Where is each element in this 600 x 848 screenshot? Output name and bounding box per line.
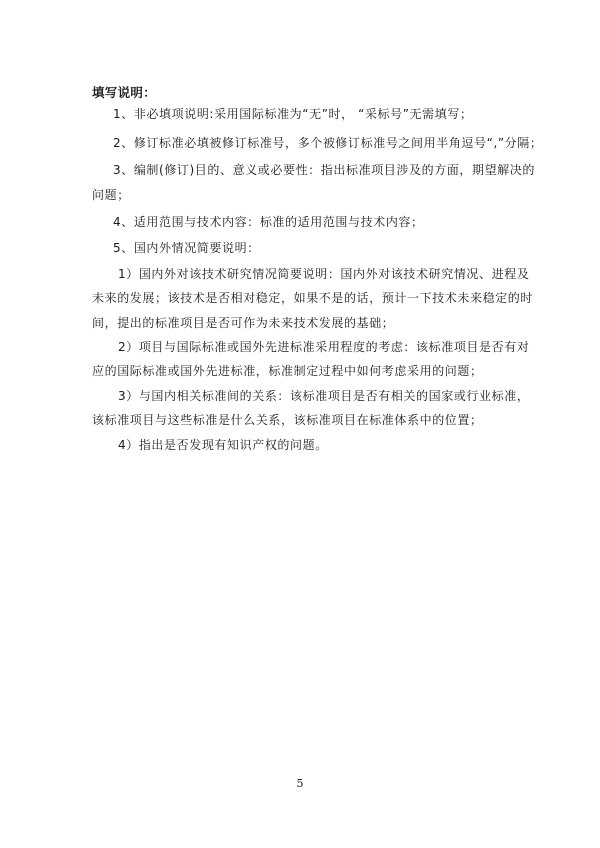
sub-item-1-line-3: 间，提出的标准项目是否可作为未来技术发展的基础； (92, 316, 395, 330)
instruction-item-5: 5、国内外情况简要说明： (113, 241, 260, 255)
instructions-heading: 填写说明： (92, 85, 157, 100)
sub-item-2-line-1: 2）项目与国际标准或国外先进标准采用程度的考虑：该标准项目是否有对 (118, 340, 530, 354)
sub-item-3-line-1: 3）与国内相关标准间的关系：该标准项目是否有相关的国家或行业标准， (118, 389, 530, 403)
page-number: 5 (296, 777, 304, 790)
sub-item-3-line-2: 该标准项目与这些标准是什么关系，该标准项目在标准体系中的位置； (92, 413, 483, 427)
instruction-item-1: 1、非必填项说明:采用国际标准为“无”时， “采标号”无需填写； (113, 107, 473, 121)
sub-item-1-line-1: 1）国内外对该技术研究情况简要说明：国内外对该技术研究情况、进程及 (118, 267, 530, 281)
sub-item-1-line-2: 未来的发展；该技术是否相对稳定，如果不是的话，预计一下技术未来稳定的时 (92, 291, 534, 305)
instruction-item-3: 3、编制(修订)目的、意义或必要性：指出标准项目涉及的方面，期望解决的 (113, 163, 536, 177)
sub-item-2-line-2: 应的国际标准或国外先进标准，标准制定过程中如何考虑采用的问题； (92, 364, 483, 378)
instruction-item-3-continued: 问题； (92, 188, 130, 202)
instruction-item-2: 2、修订标准必填被修订标准号，多个被修订标准号之间用半角逗号“,”分隔； (113, 136, 543, 150)
sub-item-4-line-1: 4）指出是否发现有知识产权的问题。 (118, 438, 328, 452)
instruction-item-4: 4、适用范围与技术内容：标准的适用范围与技术内容； (113, 215, 424, 229)
